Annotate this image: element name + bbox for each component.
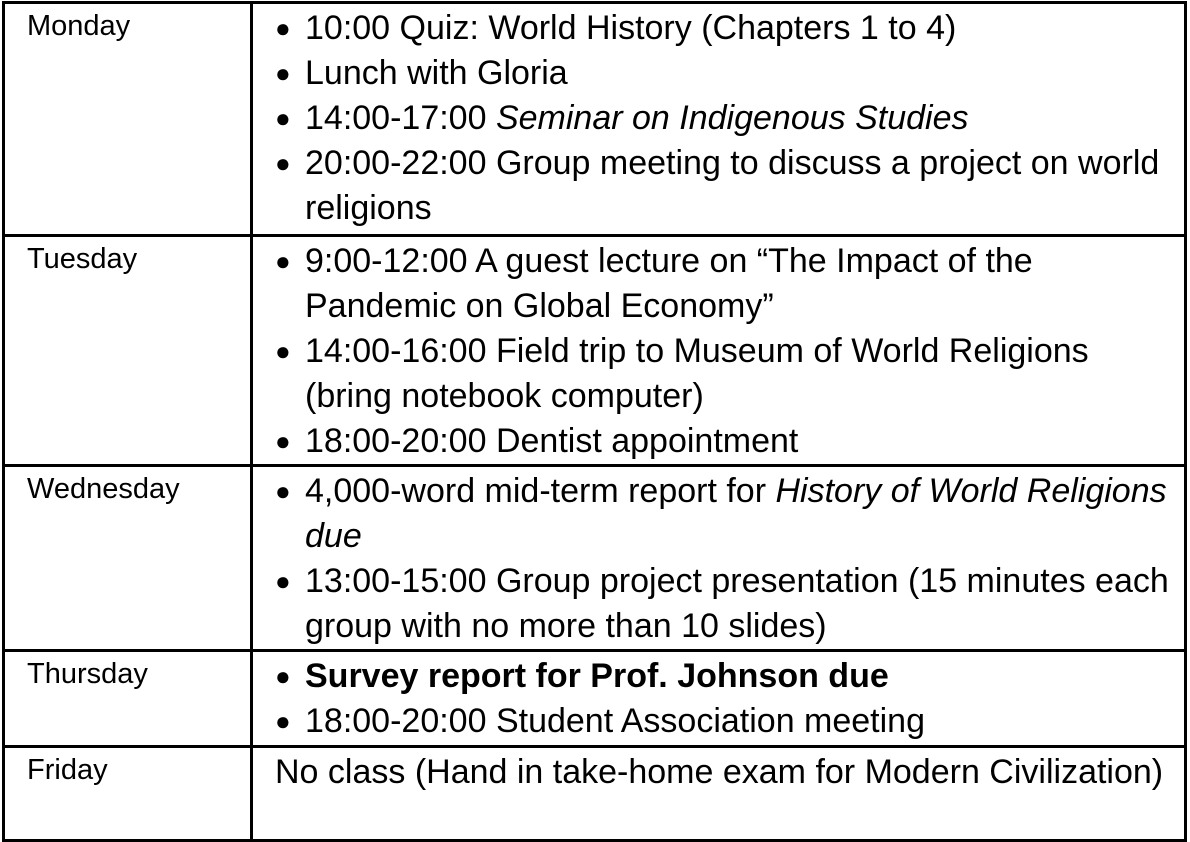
weekly-schedule-table [2,1,1187,842]
event-item [275,469,1174,559]
day-label: Friday [4,747,252,841]
event-item [275,699,1174,744]
events-cell [252,3,1186,236]
bullet-icon: ● [275,103,291,133]
event-item [275,51,1174,96]
friday-note: No class (Hand in take-home exam for Modern Civilization) [275,753,1164,791]
day-label: Thursday [4,651,252,747]
day-label: Tuesday [4,236,252,466]
event-item [275,141,1174,231]
schedule-row-thursday [4,651,1186,747]
events-cell [252,466,1186,651]
event-text-bold: Survey report for Prof. Johnson due [305,657,889,695]
event-item [275,419,1174,464]
event-text: Dentist appointment [495,422,799,460]
event-text: Group meeting to discuss a project on world religions [305,144,1160,227]
bullet-icon: ● [275,58,291,88]
schedule-row-wednesday [4,466,1186,651]
bullet-icon: ● [275,566,291,596]
bullet-icon: ● [275,476,291,506]
event-text: Quiz: World History (Chapters 1 to 4) [399,9,957,47]
day-label: Monday [4,3,252,236]
bullet-icon: ● [275,706,291,736]
day-label: Wednesday [4,466,252,651]
event-text: A guest lecture on “The Impact of the Pandemic on Global Economy” [305,242,1033,325]
event-time: 18:00-20:00 [305,422,487,460]
event-item [275,329,1174,419]
bullet-icon: ● [275,246,291,276]
schedule-row-monday [4,3,1186,236]
event-time: 10:00 [305,9,391,47]
bullet-icon: ● [275,336,291,366]
events-cell [252,747,1186,841]
event-time: 14:00-16:00 [305,332,487,370]
event-time: 14:00-17:00 [305,99,487,137]
events-cell [252,236,1186,466]
event-text-italic: History of World Religions due [305,472,1167,555]
event-list [275,469,1174,649]
event-text: Group project presentation (15 minutes each group with no more than 10 slides) [305,562,1169,645]
event-text-italic: Seminar on Indigenous Studies [495,99,969,137]
event-list [275,239,1174,464]
event-time: 13:00-15:00 [305,562,487,600]
event-time: 18:00-20:00 [305,702,487,740]
event-text: Field trip to Museum of World Religions (bring notebook computer) [305,332,1089,415]
events-cell [252,651,1186,747]
event-item [275,654,1174,699]
event-text: Lunch with Gloria [305,54,568,92]
event-time: 9:00-12:00 [305,242,468,280]
event-list [275,654,1174,744]
bullet-icon: ● [275,148,291,178]
event-item [275,559,1174,649]
bullet-icon: ● [275,661,291,691]
schedule-row-tuesday [4,236,1186,466]
event-time: 20:00-22:00 [305,144,487,182]
bullet-icon: ● [275,13,291,43]
event-item [275,96,1174,141]
event-text: 4,000-word mid-term report for [305,472,767,510]
event-text: Student Association meeting [495,702,926,740]
schedule-row-friday [4,747,1186,841]
bullet-icon: ● [275,426,291,456]
event-item [275,239,1174,329]
event-list [275,6,1174,231]
event-item [275,6,1174,51]
